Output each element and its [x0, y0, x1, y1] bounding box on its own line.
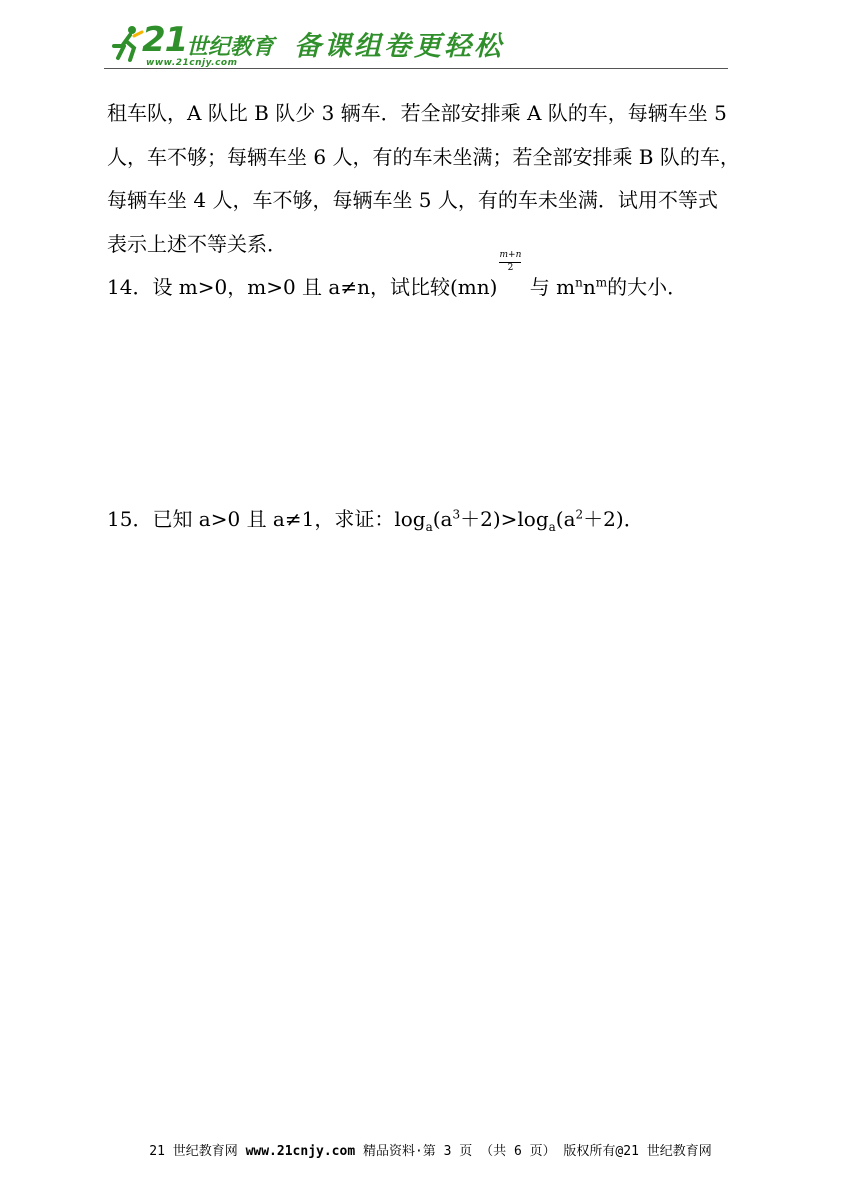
document-body: [107, 92, 757, 310]
q15-prefix: 15．已知 a>0 且 a≠1，求证：log: [107, 507, 426, 531]
paragraph-line-2: 人，车不够；每辆车坐 6 人，有的车未坐满；若全部安排乘 B 队的车，: [107, 144, 740, 169]
runner-logo-icon: [110, 24, 144, 64]
logo-brand: 世纪教育: [186, 35, 275, 60]
q15-part3: ＋2)>log: [460, 507, 549, 531]
q15-sup2: 2: [575, 507, 584, 522]
logo-url: www.21cnjy.com: [146, 58, 238, 68]
q14-exp-denominator: 2: [507, 263, 514, 273]
header-slogan: 备课组卷更轻松: [294, 31, 504, 62]
q15-part4: (a: [555, 507, 576, 531]
paragraph-line-4: 表示上述不等关系．: [107, 231, 287, 256]
q14-mid2: n: [582, 275, 596, 299]
q14-exponent-fraction: [497, 250, 523, 286]
q14-mid: 与 m: [523, 275, 576, 299]
paragraph-line-1: 租车队，A 队比 B 队少 3 辆车．若全部安排乘 A 队的车，每辆车坐 5: [107, 101, 727, 125]
footer-right: 精品资料·第 3 页 （共 6 页） 版权所有@21 世纪教育网: [355, 1144, 712, 1159]
footer-left: 21 世纪教育网: [149, 1144, 246, 1159]
q14-sup1: n: [575, 275, 583, 290]
header-divider: [104, 68, 728, 69]
q15-sub1: a: [425, 520, 433, 534]
page-footer: [0, 1140, 861, 1159]
q14-prefix: 14．设 m>0，m>0 且 a≠n，试比较(mn): [107, 275, 498, 299]
q14-suffix: 的大小．: [607, 275, 688, 299]
q14-sup2: m: [595, 275, 608, 290]
footer-site-link[interactable]: www.21cnjy.com: [245, 1144, 356, 1159]
page-header: [104, 18, 728, 72]
q15-sub2: a: [548, 520, 556, 534]
paragraph-line-3: 每辆车坐 4 人，车不够，每辆车坐 5 人，有的车未坐满．试用不等式: [107, 188, 718, 212]
question-15: [107, 498, 644, 542]
q15-part5: ＋2)．: [583, 507, 644, 531]
q14-exp-numerator: m+n: [499, 250, 522, 260]
q15-part2: (a: [432, 507, 453, 531]
q15-sup1: 3: [452, 507, 461, 522]
question-14: [107, 250, 757, 310]
logo-number: 21: [142, 20, 188, 60]
